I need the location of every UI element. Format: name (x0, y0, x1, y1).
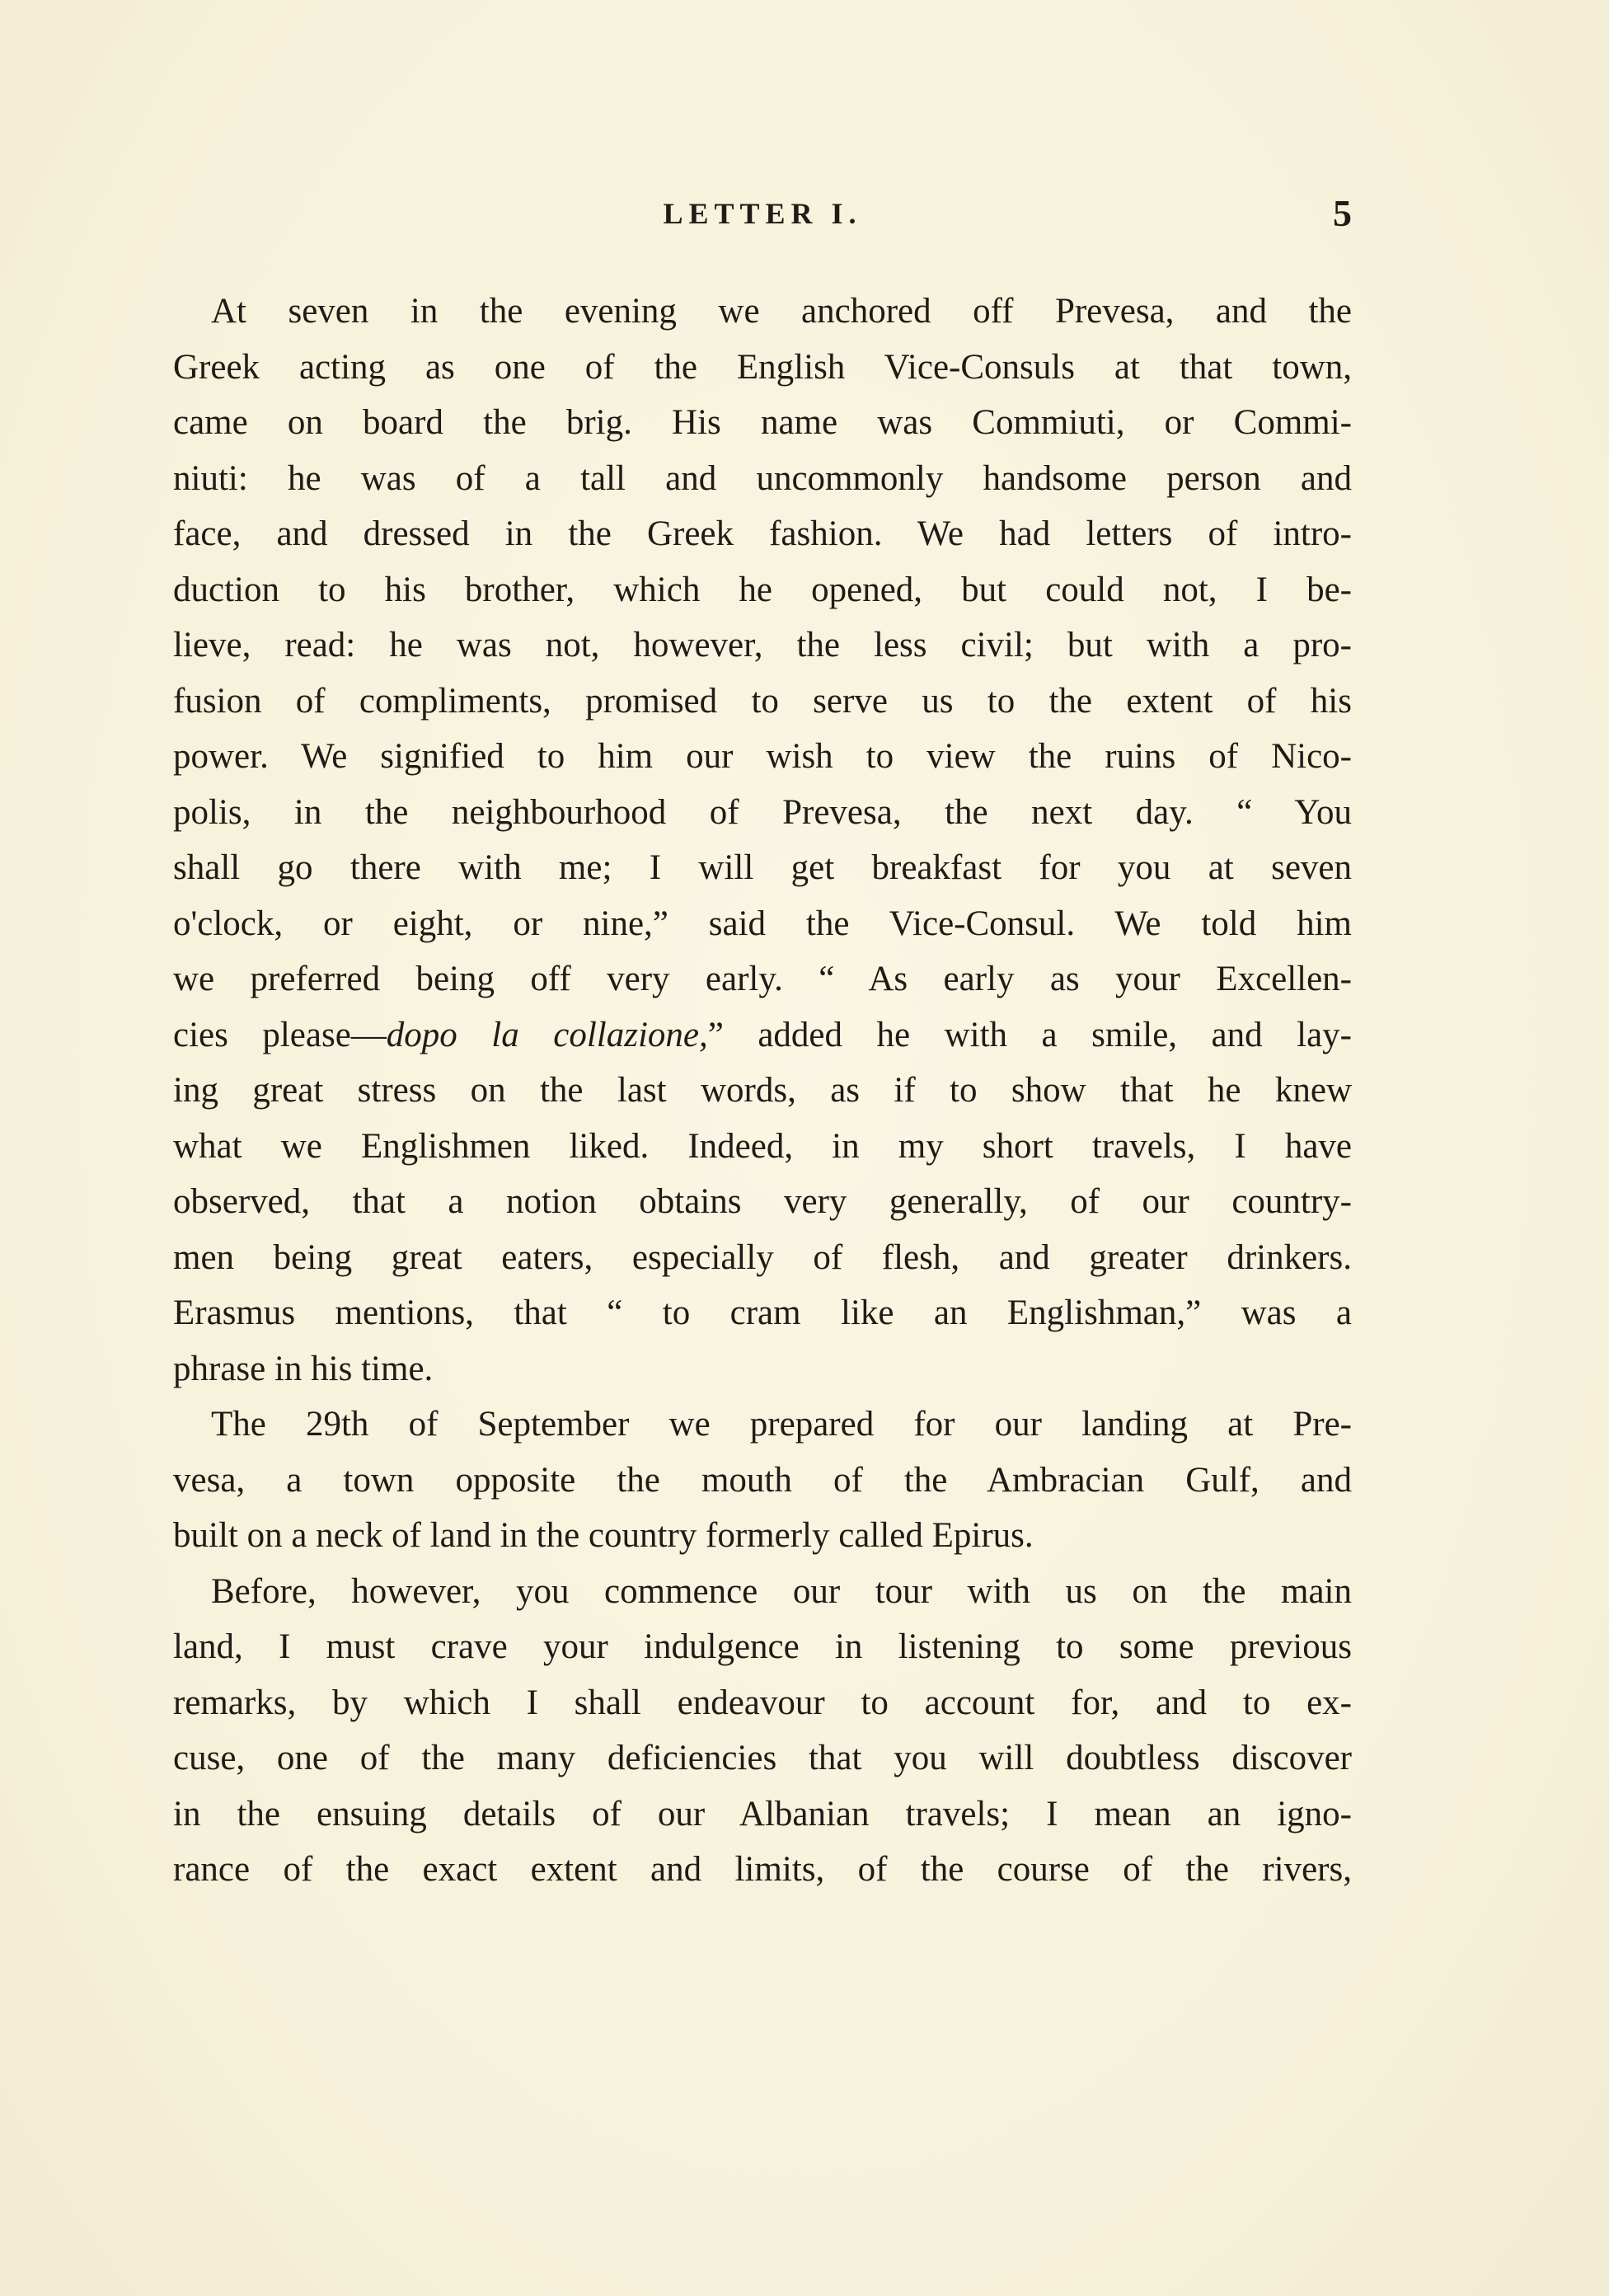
text-line: shall go there with me; I will get breakfast for you at seven (173, 848, 1352, 887)
page-number: 5 (1333, 192, 1352, 234)
text-line: land, I must crave your indulgence in listening to some previous (173, 1627, 1352, 1666)
text-line: power. We signified to him our wish to view the ruins of Nico- (173, 737, 1352, 776)
text-line: fusion of compliments, promised to serve us to the extent of his (173, 681, 1352, 721)
text-line: duction to his brother, which he opened, but could not, I be- (173, 570, 1352, 609)
text-line: came on board the brig. His name was Commiuti, or Commi- (173, 403, 1352, 442)
text-line: Greek acting as one of the English Vice-Consuls at that town, (173, 347, 1352, 387)
text-run: cies please— (173, 1015, 387, 1054)
page-body (173, 284, 1352, 1898)
text-line: men being great eaters, especially of flesh, and greater drinkers. (173, 1237, 1352, 1277)
text-line: Erasmus mentions, that “ to cram like an Englishman,” was a (173, 1294, 1352, 1332)
text-line: built on a neck of land in the country formerly called Epirus. (173, 1516, 1034, 1555)
text-line: ing great stress on the last words, as if to show that he knew (173, 1071, 1352, 1110)
text-line: polis, in the neighbourhood of Prevesa, the next day. “ You (173, 792, 1352, 832)
text-line: Before, however, you commence our tour with us on the main (211, 1571, 1352, 1611)
text-line-with-italic (173, 1007, 1352, 1063)
text-line: observed, that a notion obtains very generally, of our country- (173, 1182, 1352, 1221)
text-line: cuse, one of the many deficiencies that you will doubtless discover (173, 1739, 1352, 1777)
text-line: niuti: he was of a tall and uncommonly handsome person and (173, 458, 1352, 498)
text-line: At seven in the evening we anchored off Prevesa, and the (211, 292, 1352, 331)
text-line: in the ensuing details of our Albanian travels; I mean an igno- (173, 1794, 1352, 1834)
text-line: o'clock, or eight, or nine,” said the Vice-Consul. We told him (173, 904, 1352, 943)
text-line: The 29th of September we prepared for our landing at Pre- (211, 1405, 1352, 1444)
text-line: rance of the exact extent and limits, of the course of the rivers, (173, 1850, 1352, 1889)
text-line: we preferred being off very early. “ As early as your Excellen- (173, 960, 1352, 998)
running-head: LETTER I. (663, 197, 862, 230)
italic-phrase: dopo la collazione, (386, 1015, 708, 1054)
text-line: face, and dressed in the Greek fashion. We had letters of intro- (173, 514, 1352, 553)
text-line: phrase in his time. (173, 1349, 434, 1388)
text-line: remarks, by which I shall endeavour to account for, and to ex- (173, 1683, 1352, 1722)
text-line: what we Englishmen liked. Indeed, in my short travels, I have (173, 1126, 1352, 1166)
page-header (173, 192, 1352, 246)
text-run: ” added he with a smile, and lay- (707, 1015, 1352, 1054)
text-line: lieve, read: he was not, however, the less civil; but with a pro- (173, 626, 1352, 664)
text-line: vesa, a town opposite the mouth of the Ambracian Gulf, and (173, 1460, 1352, 1500)
